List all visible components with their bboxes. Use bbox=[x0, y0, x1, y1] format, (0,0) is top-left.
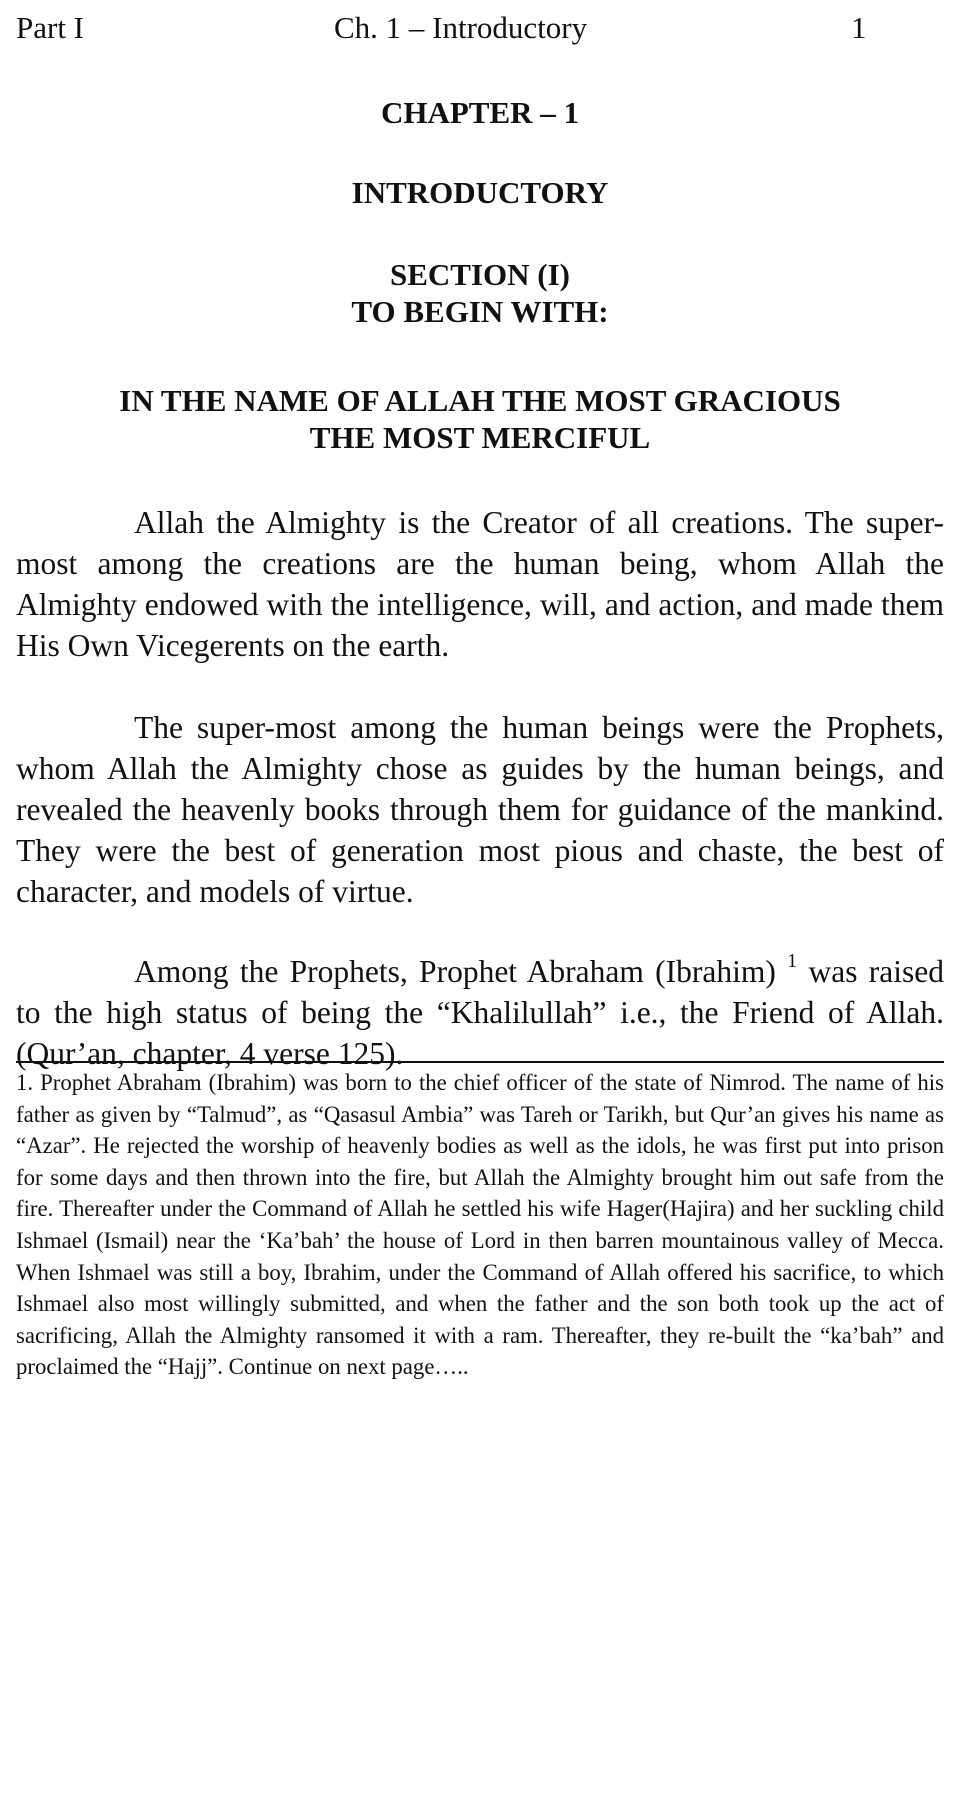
running-header bbox=[16, 10, 944, 50]
paragraph-1: Allah the Almighty is the Creator of all creations. The super-most among the creations are the human being, whom Allah the Almighty endowed with the intelligence, will, and action, and made them His Own Vicegerents on the earth. bbox=[16, 505, 944, 663]
paragraph-3-end: was raised to the high status of being the “Khalilullah” i.e., the Friend of Allah. (Qur’an, chapter, 4 verse 125). bbox=[16, 954, 945, 1071]
page-number: 1 bbox=[851, 10, 867, 45]
footnote-reference: 1 bbox=[787, 950, 798, 972]
chapter-title-text: INTRODUCTORY bbox=[351, 175, 609, 210]
bismillah-heading bbox=[0, 382, 960, 456]
bismillah-line-1: IN THE NAME OF ALLAH THE MOST GRACIOUS bbox=[119, 383, 841, 418]
paragraph-3-start: Among the Prophets, Prophet Abraham (Ibrahim) bbox=[134, 954, 776, 989]
header-part: Part I bbox=[16, 10, 85, 45]
header-chapter: Ch. 1 – Introductory bbox=[334, 10, 588, 45]
bismillah-line-2: THE MOST MERCIFUL bbox=[309, 420, 651, 455]
footnote-divider bbox=[16, 1061, 944, 1063]
chapter-title bbox=[0, 174, 960, 211]
chapter-label: CHAPTER – 1 bbox=[380, 95, 580, 130]
paragraph-2: The super-most among the human beings were the Prophets, whom Allah the Almighty chose as guides by the human beings, and revealed the heavenly books through them for guidance of the mankind. They were the best of generation most pious and chaste, the best of character, and models of virtue. bbox=[16, 710, 944, 909]
section-subtitle: TO BEGIN WITH: bbox=[351, 294, 609, 329]
footnote: 1. Prophet Abraham (Ibrahim) was born to the chief officer of the state of Nimrod. The name of his father as given by “Talmud”, as “Qasasul Ambia” was Tareh or Tarikh, but Qur’an gives his name as “Azar”. He rejected the worship of heavenly bodies as well as the idols, he was first put into prison for some days and then thrown into the fire, but Allah the Almighty brought him out safe from the fire. Thereafter under the Command of Allah he settled his wife Hager(Hajira) and her suckling child Ishmael (Ismail) near the ‘Ka’bah’ the house of Lord in then barren mountainous valley of Mecca. When Ishmael was still a boy, Ibrahim, under the Command of Allah offered his sacrifice, to which Ishmael also most willingly submitted, and when the father and the son both took up the act of sacrificing, Allah the Almighty ransomed it with a ram. Thereafter, they re-built the “ka’bah” and proclaimed the “Hajj”. Continue on next page….. bbox=[16, 1070, 944, 1380]
section-label: SECTION (I) bbox=[389, 257, 570, 292]
paragraph-3 bbox=[16, 951, 944, 1074]
section-heading bbox=[0, 256, 960, 330]
chapter-heading bbox=[0, 94, 960, 131]
